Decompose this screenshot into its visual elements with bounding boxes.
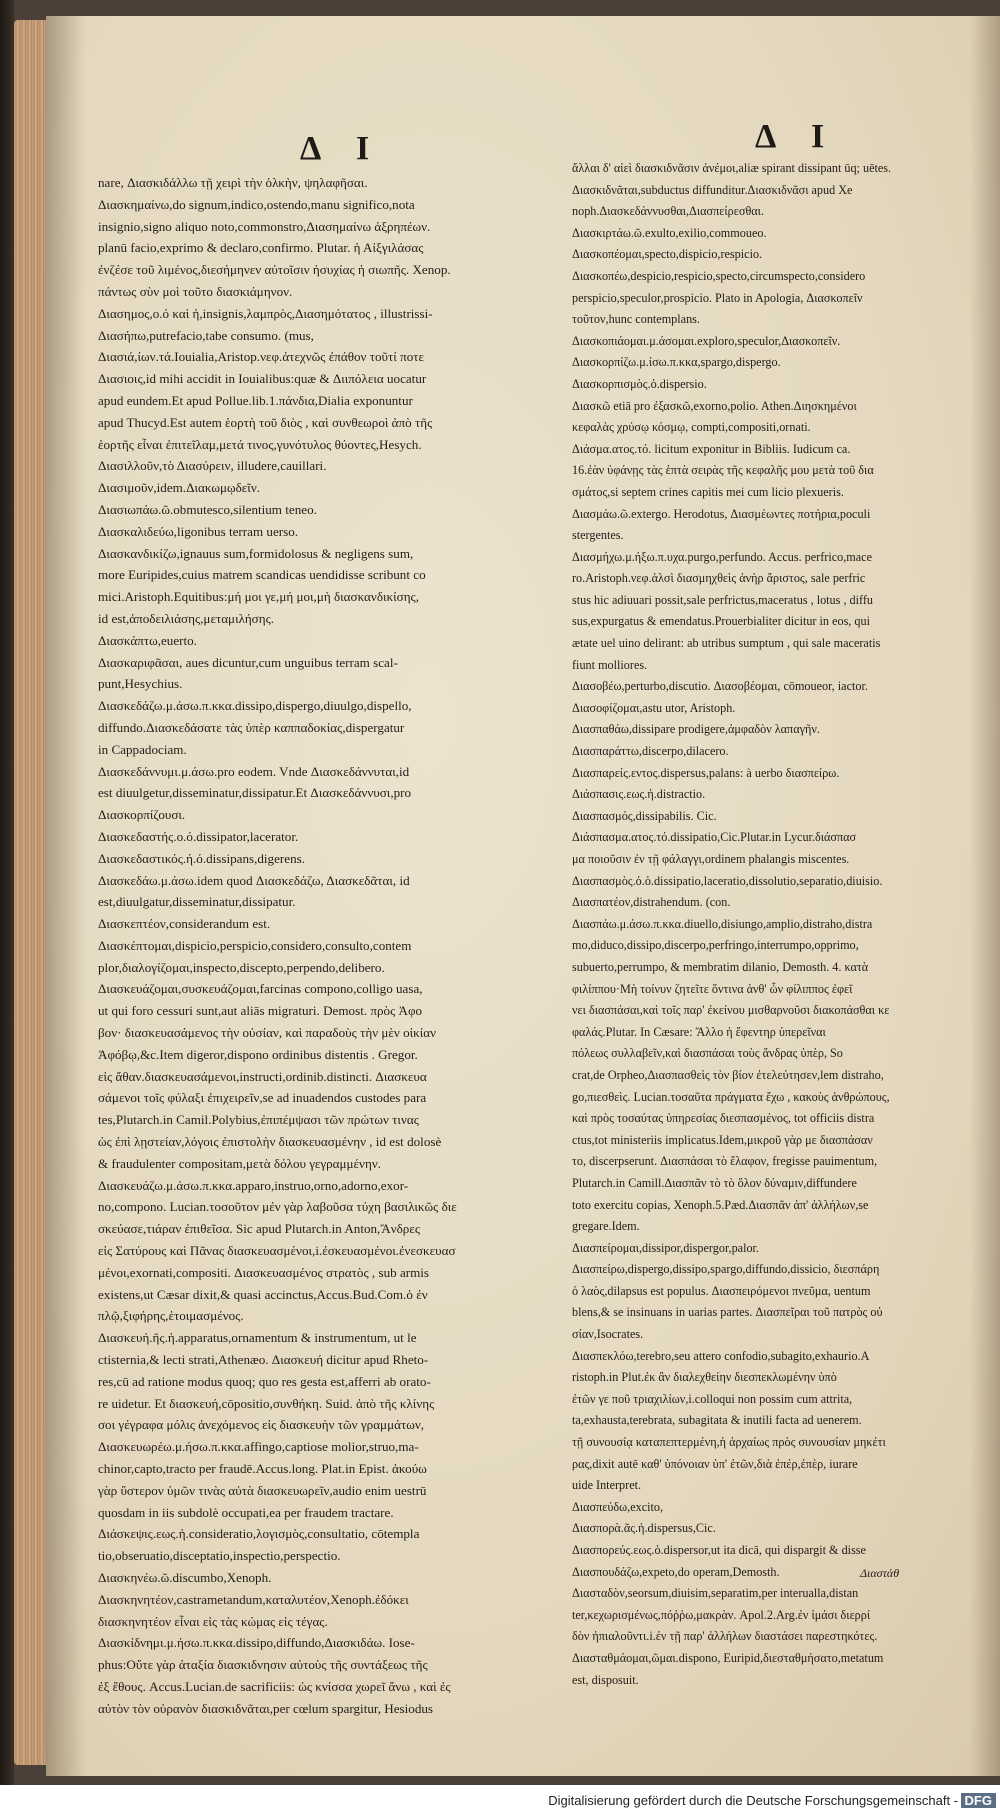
text-line: plor,διαλογίζομαι,inspecto,discepto,perpendo,delibero. xyxy=(98,959,385,975)
text-line: τοῦτον,hunc contemplans. xyxy=(572,312,700,327)
text-line: Διασπείρομαι,dissipor,dispergor,palor. xyxy=(572,1240,759,1255)
text-line: Διασκανδικίζω,ignauus sum,formidolosus & negligens sum, xyxy=(98,545,414,561)
text-line: mici.Aristoph.Equitibus:μή μοι γε,μή μοι,μὴ διασκανδικίσης, xyxy=(98,589,420,605)
text-line: ctisternia,& lecti strati,Athenæo. Διασκευή dicitur apud Rheto- xyxy=(98,1352,429,1368)
text-line: Διασταθμάομαι,ῶμαι.dispono, Euripid,διεσταθμήσατο,metatum xyxy=(572,1650,884,1665)
text-line: toto exercitu copias, Xenoph.5.Pæd.Διασπᾶν ἀπ' ἀλλήλων,se xyxy=(572,1197,869,1212)
text-line: Διασιμοῦν,idem.Διακωμῳδεῖν. xyxy=(98,480,261,496)
text-line: εἰς ἄθαν.διασκευασάμενοι,instructi,ordinib.distincti. Διασκευα xyxy=(98,1068,427,1084)
text-line: Διασκάπτω,euerto. xyxy=(98,632,197,648)
text-line: Ἀφόβῳ,&c.Item digeror,dispono ordinibus distentis . Gregor. xyxy=(98,1046,418,1062)
text-line: Διασκίδνημι.μ.ήσω.π.κκα.dissipo,diffundo,Διασκιδάω. Iose- xyxy=(98,1635,415,1651)
text-line: Διασπείρω,dispergo,dissipo,spargo,diffundo,dissicio, διεσπάρη xyxy=(572,1262,880,1277)
text-line: Διασπεκλόω,terebro,seu attero confodio,subagito,exhaurio.A xyxy=(572,1348,870,1363)
edge-shadow xyxy=(970,16,1000,1776)
text-line: Διασκορπίζουσι. xyxy=(98,807,186,823)
text-line: Διασοβέω,perturbo,discutio. Διασοβέομαι, cōmoueor, iactor. xyxy=(572,679,868,694)
text-line: βον· διασκευασάμενος τὴν οὐσίαν, καὶ παραδοὺς τὴν μὲν οἰκίαν xyxy=(98,1025,437,1041)
text-line: apud eundem.Et apud Pollue.lib.1.πάνδια,Dialia exponuntur xyxy=(98,392,413,408)
book-spine xyxy=(0,0,14,1817)
text-line: est,diuulgatur,disseminatur,dissipatur. xyxy=(98,894,296,910)
text-line: est diuulgetur,disseminatur,dissipatur.Et Διασκεδάννυσι,pro xyxy=(98,785,412,801)
text-line: subuerto,perrumpo, & membratim dilanio, Demosth. 4. κατὰ xyxy=(572,959,869,974)
text-line: tio,obseruatio,disceptatio,inspectio,perspectio. xyxy=(98,1548,341,1564)
text-line: διασκηνητέον εἶναι εἰς τὰς κώμας εἰς τέγας. xyxy=(98,1613,328,1629)
text-line: no,compono. Lucian.τοσοῦτον μέν γὰρ λαβοῦσα τύχη βασιλικῶς διε xyxy=(98,1199,457,1215)
text-line: Διασκιρτάω.ῶ.exulto,exilio,commoueo. xyxy=(572,225,767,240)
text-line: Διασπορὰ.ᾶς.ἡ.dispersus,Cic. xyxy=(572,1521,716,1536)
text-line: Διασπασμὸς.ὁ.ὁ.dissipatio,laceratio,dissolutio,separatio,diuisio. xyxy=(572,873,883,888)
text-line: Διασκεδαστικός.ή.ό.dissipans,digerens. xyxy=(98,850,306,866)
text-line: insignio,signo aliquo noto,commonstro,Διασημαίνω ἀξρηπέων. xyxy=(98,218,431,234)
text-line: Διάσμα.ατος.τό. licitum exponitur in Bibliis. Iudicum ca. xyxy=(572,441,851,456)
page-edges xyxy=(14,20,48,1765)
text-line: Διασκευωρέω.μ.ήσω.π.κκα.affingo,captiose molior,struo,ma- xyxy=(98,1439,419,1455)
text-line: in Cappadociam. xyxy=(98,741,187,757)
left-column xyxy=(98,172,538,1720)
text-line: ristoph.in Plut.ἐκ ἂν διαλεχθείην διεσπεκλωμένην ὑπὸ xyxy=(572,1370,837,1385)
text-line: ctus,tot ministeriis implicatus.Idem,μικροῦ γὰρ με διασπάσαν xyxy=(572,1132,873,1147)
text-line: Διασιά,ίων.τά.Iouialia,Aristop.νεφ.ἀτεχνῶς ἐπάθον τοῦτί ποτε xyxy=(98,349,424,365)
text-line: chinor,capto,tracto per fraudē.Accus.long. Plat.in Epist. ἀκούω xyxy=(98,1461,427,1477)
text-line: ἑορτῆς εἶναι ἐπιτεῖλαμ,μετά τινος,γυνότυλος θύοντες,Hesych. xyxy=(98,436,422,452)
text-line: apud Thucyd.Est autem ἑορτὴ τοῦ διὸς , καὶ συνθεωροὶ ἀπὸ τῆς xyxy=(98,414,433,430)
text-line: Διασπορεύς.εως.ὁ.dispersor,ut ita dicā, qui dispargit & disse xyxy=(572,1543,866,1557)
text-line: ætate uel uino delirant: ab utribus sumptum , qui sale maceratis xyxy=(572,636,881,651)
text-line: Διασπαρείς.εντος.dispersus,palans: à uerbo διασπείρω. xyxy=(572,765,840,780)
text-line: σάμενοι τοῖς φύλαξι ἐπιχειρεῖν,se ad inuadendos custodes para xyxy=(98,1090,427,1106)
footer-credit: Digitalisierung gefördert durch die Deutsche Forschungsgemeinschaft - xyxy=(548,1793,958,1808)
running-header-right: Δ Ι xyxy=(755,118,839,155)
text-line: ὁ λαὸς,dilapsus est populus. Διασπειρόμενοι πνεῦμα, uentum xyxy=(572,1283,871,1298)
text-line: phus:Οὔτε γὰρ ἀταξία διασκιδνησιν αὐτοὺς τῆς συντάξεως τῆς xyxy=(98,1657,428,1673)
text-line: Διασπουδάζω,expeto,do operam,Demosth. xyxy=(572,1564,780,1579)
text-line: Plutarch.in Camill.Διασπᾶν τὸ τὸ ὅλον δύναμιν,diffundere xyxy=(572,1175,857,1190)
text-line: πάντως σὺν μοὶ τοῦτο διασκιάμηνον. xyxy=(98,283,293,299)
text-line: Διασκεδάζω.μ.άσω.π.κκα.dissipo,dispergo,diuulgo,dispello, xyxy=(98,698,412,714)
text-line: αὐτὸν τὸν οὐρανὸν διασκιδνᾶται,per cœlum spargitur, Hesiodus xyxy=(98,1700,434,1716)
text-line: Διασμάω.ῶ.extergo. Herodotus, Διασμέωντες ποτήρια,poculi xyxy=(572,506,871,521)
text-line: φαλάς.Plutar. In Cæsare: Ἄλλο ἡ ἔφεντηρ ὑπερεῖναι xyxy=(572,1024,826,1039)
text-line: Διασκεδάννυμι.μ.άσω.pro eodem. Vnde Διασκεδάννυται,id xyxy=(98,763,410,779)
text-line: ta,exhausta,terebrata, subagitata & inutili facta ad uenerem. xyxy=(572,1413,862,1428)
footer-bar xyxy=(0,1785,1000,1817)
text-line: το, discerpserunt. Διασπάσαι τὸ ἔλαφον, fregisse pauimentum, xyxy=(572,1154,878,1169)
text-line: Διασκευή.ῆς.ἡ.apparatus,ornamentum & instrumentum, ut le xyxy=(98,1330,417,1346)
text-line: μα ποιοῦσιν ἐν τῇ φάλαγγι,ordinem phalangis miscentes. xyxy=(572,852,850,866)
text-line: est, disposuit. xyxy=(572,1672,639,1687)
text-line: punt,Hesychius. xyxy=(98,676,183,692)
text-line: Διασκέπτομαι,dispicio,perspicio,considero,consulto,contem xyxy=(98,937,412,953)
text-line: Διάσπασις.εως.ἡ.distractio. xyxy=(572,787,706,802)
text-line: res,cū ad ratione modus quoq; quo res gesta est,afferri ab orato- xyxy=(98,1373,431,1389)
text-line: nare, Διασκιδάλλω τῇ χειρὶ τὴν ὁλκὴν, ψηλαφῆσαι. xyxy=(98,175,368,190)
text-line: planū facio,exprimo & declaro,confirmo. Plutar. ἡ Αἰξγιλάσας xyxy=(98,240,424,256)
text-line: re uidetur. Et διασκευή,cōpositio,συνθήκη. Suid. ἀπὸ τῆς κλίνης xyxy=(98,1395,435,1411)
text-line: ἄλλαι δ' αἰεὶ διασκιδνᾶσιν ἀνέμοι,aliæ spirant dissipant ūq; uētes. xyxy=(572,161,892,175)
text-line: ρας,dixit autē καθ' ὑπόνοιαν ὑπ' ἐτῶν,διὰ ἐπέρ,ἐπὲρ, iurare xyxy=(572,1456,858,1471)
text-line: δὸν ἠπιαλοῦντι.i.ἐν τῇ παρ' ἀλλήλων διαστάσει παρεστηκότες. xyxy=(572,1629,878,1644)
text-line: Διασπασμός,dissipabilis. Cic. xyxy=(572,808,717,823)
text-line: ὡς ἐπὶ λῃστείαν,λόγοις ἐπιστολὴν διασκευασμένην , id est dolosè xyxy=(98,1134,442,1150)
text-line: tes,Plutarch.in Camil.Polybius,ἐπιπέμψασι τῶν πρώτων τινας xyxy=(98,1112,419,1128)
text-line: Διασταδὸν,seorsum,diuisim,separatim,per interualla,distan xyxy=(572,1586,859,1601)
text-line: uide Interpret. xyxy=(572,1478,642,1493)
right-column xyxy=(572,158,912,1691)
text-line: εἰς Σατύρους καὶ Πᾶνας διασκευασμένοι,i.ἐσκευασμένοι.ἐνεσκευασ xyxy=(98,1243,456,1259)
text-line: go,πιεσθεὶς. Lucian.τοσαῦτα πράγματα ἔχω , κακοὺς ἀνθρώπους, xyxy=(572,1089,890,1104)
text-line: sus,expurgatus & emendatus.Prouerbialiter dicitur in eos, qui xyxy=(572,614,870,629)
text-line: Διασκευάζω.μ.άσω.π.κκα.apparo,instruo,orno,adorno,exor- xyxy=(98,1177,409,1193)
text-line: Διασκοπέω,despicio,respicio,specto,circumspecto,considero xyxy=(572,268,866,283)
text-line: Διασκηνέω.ῶ.discumbo,Xenoph. xyxy=(98,1570,272,1585)
text-line: Διασκεδάω.μ.άσω.idem quod Διασκεδάζω, Διασκεδᾶται, id xyxy=(98,872,410,888)
text-line: ἐνζέσε τοῦ λιμένος,διεσήμηνεν αὐτοῖσιν ἡσυχίας ἡ σιωπῆς. Xenop. xyxy=(98,262,451,278)
text-line: Διάσπασμα.ατος.τό.dissipatio,Cic.Plutar.in Lycur.διάσπασ xyxy=(572,830,857,845)
text-line: Διασκεπτέον,considerandum est. xyxy=(98,916,271,932)
text-line: crat,de Orpheo,Διασπασθεὶς τὸν βίον ἐτελεύτησεν,lem distraho, xyxy=(572,1067,884,1082)
text-line: stergentes. xyxy=(572,528,624,543)
text-line: & fraudulenter compositam,μετὰ δόλου γεγραμμένην. xyxy=(98,1155,382,1171)
text-line: μένοι,exornati,compositi. Διασκευασμένος στρατὸς , sub armis xyxy=(98,1264,430,1280)
text-line: perspicio,speculor,prospicio. Plato in Apologia, Διασκοπεῖν xyxy=(572,290,863,305)
text-line: gregare.Idem. xyxy=(572,1219,640,1234)
text-line: Διασκευάζομαι,συσκευάζομαι,farcinas compono,colligo uasa, xyxy=(98,981,423,997)
text-line: ro.Aristoph.νεφ.ἁλσὶ διασμηχθεὶς ἀνὴρ ἄριστος, sale perfric xyxy=(572,571,866,586)
text-line: Διασκαλιδεύω,ligonibus terram uerso. xyxy=(98,523,299,539)
text-line: stus hic adiuuari possit,sale perfrictus,maceratus , lotus , diffu xyxy=(572,592,874,607)
text-line: mo,diduco,dissipo,discerpo,perfringo,interrumpo,opprimo, xyxy=(572,938,859,953)
text-line: Διασκεδαστής.ο.ό.dissipator,lacerator. xyxy=(98,828,299,844)
catchword: Διαστάθ xyxy=(860,1566,900,1580)
text-line: Διάσκεψις.εως.ἡ.consideratio,λογισμὸς,consultatio, cōtempla xyxy=(98,1526,420,1542)
text-line: Διασκῶ etiā pro ἐξασκῶ,exorno,polio. Athen.Διησκημένοι xyxy=(572,398,857,413)
text-line: τῇ συνουσίᾳ καταπεπτερμένη,ἡ ἀρχαίως πρὸς συνουσίαν μηκέτι xyxy=(572,1435,886,1450)
text-line: σμάτος,si septem crines capitis mei cum licio plexueris. xyxy=(572,484,844,499)
text-line: Διασοφίζομαι,astu utor, Aristoph. xyxy=(572,700,736,715)
text-line: quosdam in iis subdolè occupati,ea per fraudem tractare. xyxy=(98,1504,394,1520)
text-line: Διασκηνητέον,castrametandum,καταλυτέον,Xenoph.ἐδόκει xyxy=(98,1591,409,1607)
text-line: ut qui foro cessuri sunt,aut aliās migraturi. Demost. πρὸς Ἀφο xyxy=(98,1003,423,1019)
text-line: Διασπατέον,distrahendum. (con. xyxy=(572,895,731,910)
text-line: Διασκοπέομαι,specto,dispicio,respicio. xyxy=(572,247,763,262)
text-line: Διασπαράττω,discerpo,dilacero. xyxy=(572,744,729,759)
text-line: 16.ἐὰν ὑφάνῃς τὰς ἑπτὰ σειρὰς τῆς κεφαλῆς μου μετὰ τοῦ δια xyxy=(572,463,874,478)
text-line: Διασκιδνᾶται,subductus diffunditur.Διασκιδνᾶσι apud Xe xyxy=(572,182,853,197)
text-line: Διασκημαίνω,do signum,indico,ostendo,manu significo,nota xyxy=(98,196,415,212)
text-line: Διασήπω,putrefacio,tabe consumo. (mus, xyxy=(98,327,314,343)
text-line: Διασκορπισμὸς.ὁ.dispersio. xyxy=(572,376,707,391)
text-line: πλῷ,ξιφήρης,ἑτοιμασμένος. xyxy=(98,1308,244,1324)
text-line: νει διασπάσαι,καὶ τοῖς παρ' ἐκείνου μισθαρνοῦσι διακοπάσθαι κε xyxy=(572,1003,890,1018)
text-line: ἐτῶν γε ποῦ τριαχιλίων,i.colloqui non possim cum attrita, xyxy=(572,1391,853,1406)
text-line: more Euripides,cuius matrem scandicas uendidisse scribunt co xyxy=(98,567,426,583)
text-line: existens,ut Cæsar dixit,& quasi accinctus,Accus.Bud.Com.ὁ ἐν xyxy=(98,1286,428,1302)
text-line: Διασπεύδω,excito, xyxy=(572,1499,664,1514)
text-line: πόλεως συλλαβεῖν,καὶ διασπάσαι τοὺς ἄνδρας ὑπὲρ, So xyxy=(572,1046,843,1061)
text-line: ἐξ ἔθους. Accus.Lucian.de sacrificiis: ὡς κνίσσα χωρεῖ ἄνω , καὶ ἐς xyxy=(98,1678,451,1694)
text-line: Διασπαθάω,dissipare prodigere,ἀμφαδὸν λαπαγῆν. xyxy=(572,722,820,737)
text-line: Διασκοπιάομαι.μ.άσομαι.exploro,speculor,Διασκοπεῖν. xyxy=(572,333,841,348)
text-line: Διασημος,ο.ό καὶ ἡ,insignis,λαμπρὸς,Διασημότατος , illustrissi- xyxy=(98,305,433,321)
text-line: Διασκαριφᾶσαι, aues dicuntur,cum unguibus terram scal- xyxy=(98,654,398,670)
text-line: diffundo.Διασκεδάσατε τὰς ὑπὲρ καππαδοκίας,dispergatur xyxy=(98,719,405,735)
text-line: φιλίππου·Μὴ τοίνυν ζητεῖτε ὅντινα ἀνθ' ὧν φίλιππος ἐφεῖ xyxy=(572,981,853,996)
text-line: blens,& se insinuans in uarias partes. Διασπεῖραι τοῦ πατρὸς οὐ xyxy=(572,1305,883,1320)
text-line: καὶ πρὸς τοσαύτας ὑπηρεσίας διεσπασμένος, tot officiis distra xyxy=(572,1111,875,1126)
text-line: κεφαλὰς χρύσῳ κόσμῳ, compti,compositi,ornati. xyxy=(572,420,811,435)
gutter-shadow xyxy=(46,16,86,1776)
text-line: Διασιωπάω.ῶ.obmutesco,silentium teneo. xyxy=(98,501,317,517)
text-line: id est,ἀποδειλιάσης,μεταμιλήσης. xyxy=(98,610,275,626)
text-line: Διασπάω.μ.άσω.π.κκα.diuello,disiungo,amplio,distraho,distra xyxy=(572,916,873,931)
text-line: Διασιοις,id mihi accidit in Iouialibus:quæ & Διιπόλεια uocatur xyxy=(98,371,427,387)
text-line: noph.Διασκεδάννυσθαι,Διασπείρεσθαι. xyxy=(572,204,764,219)
text-line: σοι γέγραφα μόλις ἀνεχόμενος εἰς διασκευὴν τῶν γραμμάτων, xyxy=(98,1417,425,1433)
text-line: fiunt molliores. xyxy=(572,657,648,672)
text-line: ter,κεχωρισμένως,πόῤῥω,μακρὰν. Apol.2.Arg.ἐν ἱμάσι διερρί xyxy=(572,1607,871,1622)
text-line: Διασιλλοῦν,τὸ Διασύρειν, illudere,cauillari. xyxy=(98,458,327,474)
text-line: Διασμήχω.μ.ήξω.π.υχα.purgo,perfundo. Accus. perfrico,mace xyxy=(572,549,873,564)
dfg-logo: DFG xyxy=(961,1793,996,1808)
text-line: σίαν,Isocrates. xyxy=(572,1327,644,1342)
running-header-left: Δ Ι xyxy=(300,130,384,167)
text-line: Διασκορπίζω.μ.ίσω.π.κκα,spargo,dispergo. xyxy=(572,355,781,370)
text-line: γὰρ ὕστερον ὑμῶν τινὰς αὐτὰ διασκευωρεῖν,audio enim uestrū xyxy=(98,1482,427,1498)
text-line: σκεύασε,τιάραν ἐπιθεῖσα. Sic apud Plutarch.in Anton,Ἄνδρες xyxy=(98,1221,420,1237)
